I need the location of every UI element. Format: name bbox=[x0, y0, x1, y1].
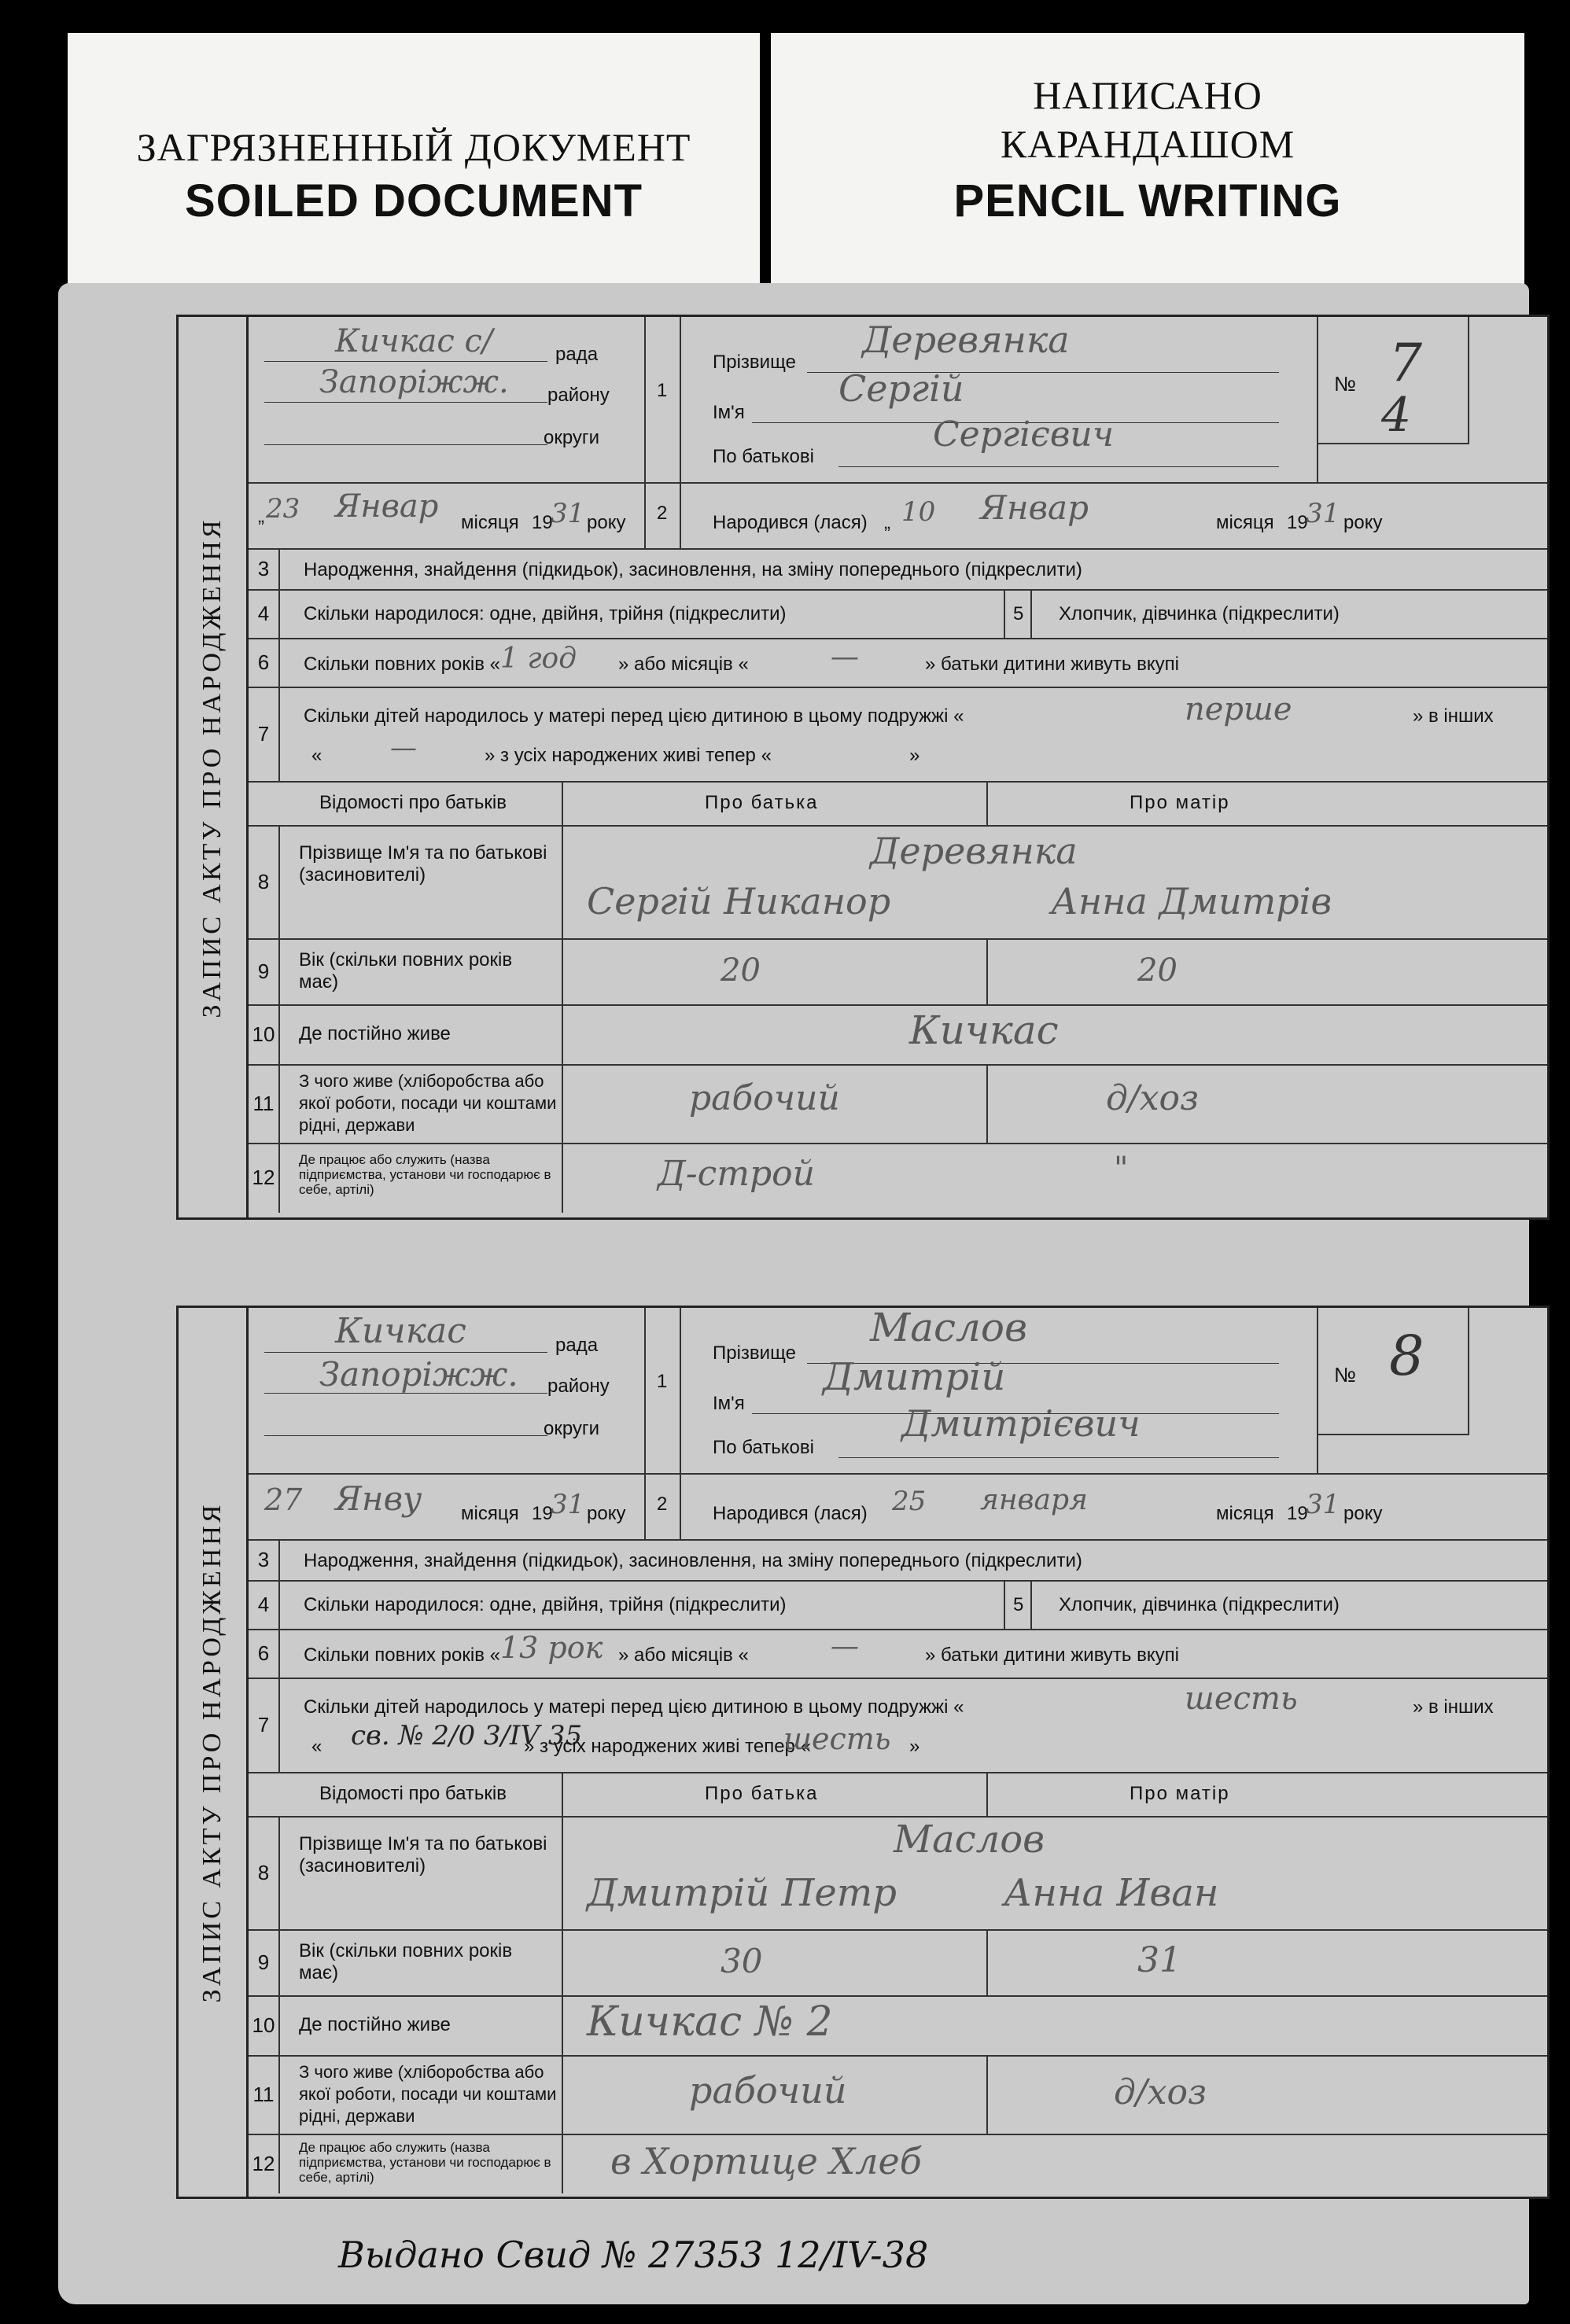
record-number-secondary: 4 bbox=[1381, 388, 1412, 443]
born-year: 31 bbox=[1306, 498, 1340, 529]
registration-year: 31 bbox=[551, 498, 585, 529]
years-together: 13 рок bbox=[500, 1630, 603, 1665]
row-10: 10 Де постійно живе Кичкас bbox=[249, 1004, 1547, 1066]
born-date-cell: Народився (лася) 25 января місяця 19 31 року bbox=[713, 1484, 1383, 1524]
side-title-column bbox=[179, 317, 249, 1217]
child-name-cell: Прізвище Маслов Ім'я Дмитрій По батькові Дмитрієвич bbox=[681, 1308, 1318, 1473]
side-title: ЗАПИС АКТУ ПРО НАРОДЖЕННЯ bbox=[197, 1501, 227, 2003]
row-4-5: 4 Скільки народилося: одне, двійня, трійня (підкреслити) 5 Хлопчик, дівчинка (підкреслити) bbox=[249, 1580, 1547, 1630]
raion-value: Запоріжж. bbox=[319, 364, 509, 400]
father-age: 20 bbox=[721, 952, 761, 989]
row-6: 6 Скільки повних років « 1 год » або місяців « — » батьки дитини живуть вкупі bbox=[249, 638, 1547, 688]
okrugy-label: округи bbox=[544, 427, 600, 448]
row-9: 9 Вік (скільки повних років має) 20 20 bbox=[249, 938, 1547, 1006]
row-10: 10 Де постійно живе Кичкас № 2 bbox=[249, 1995, 1547, 2057]
soiled-label-ru: ЗАГРЯЗНЕННЫЙ ДОКУМЕНТ bbox=[136, 125, 691, 169]
father-workplace: в Хортице Хлеб bbox=[610, 2140, 922, 2182]
register-page bbox=[58, 283, 1529, 2304]
raion-value: Запоріжж. bbox=[319, 1355, 518, 1394]
parents-header: Відомості про батьків Про батька Про матір bbox=[249, 781, 1547, 827]
pencil-label-ru-2: КАРАНДАШОМ bbox=[1000, 122, 1295, 166]
record-number: 8 bbox=[1389, 1324, 1424, 1388]
row-12: 12 Де працює або служить (назва підприємства, установи чи господарює в себе, артілі) в Хортице Хлеб bbox=[249, 2134, 1547, 2193]
patronymic-value: Дмитрієвич bbox=[901, 1402, 1141, 1445]
mother-workplace: " bbox=[1114, 1151, 1129, 1187]
born-month: Январ bbox=[980, 488, 1089, 527]
residence: Кичкас bbox=[909, 1007, 1059, 1053]
rada-value: Кичкас с/ bbox=[335, 323, 493, 359]
patronymic-label: По батькові bbox=[713, 446, 814, 467]
row-7: 7 Скільки дітей народилось у матері перед цією дитиною в цьому подружжі « шесть » в інших « св. № 2/0 3/IV 35 » з усіх народжених живі тепер « шесть » bbox=[249, 1678, 1547, 1773]
father-occupation: рабочий bbox=[689, 1078, 840, 1118]
registration-month: Янву bbox=[335, 1479, 422, 1518]
registration-place-cell bbox=[249, 317, 646, 482]
soiled-label-en: SOILED DOCUMENT bbox=[184, 175, 643, 227]
child-name-cell bbox=[681, 317, 1318, 482]
row-3: 3 Народження, знайдення (підкидьок), засиновлення, на зміну попереднього (підкреслити) bbox=[249, 1539, 1547, 1582]
mother-name: Анна Иван bbox=[1004, 1871, 1219, 1915]
residence: Кичкас № 2 bbox=[587, 1998, 833, 2046]
father-workplace: Д-строй bbox=[658, 1154, 815, 1194]
registration-day: 27 bbox=[264, 1482, 303, 1517]
date-row: 27 Янву місяця 19 31 року 2 Народився (лася) 25 января місяця 19 31 року bbox=[249, 1473, 1547, 1541]
mother-occupation: д/хоз bbox=[1114, 2072, 1207, 2112]
name-value: Сергій bbox=[838, 367, 964, 410]
record-header bbox=[249, 317, 1547, 484]
family-surname: Маслов bbox=[894, 1818, 1045, 1862]
record-header: Кичкас рада Запоріжж. району округи 1 Прізвище Маслов Ім'я Дмитрій По батькові Дмитрієвич № 8 bbox=[249, 1308, 1547, 1475]
mother-name: Анна Дмитрів bbox=[1051, 880, 1332, 923]
row-8: 8 Прізвище Ім'я та по батькові (засиновителі) Маслов Дмитрій Петр Анна Иван bbox=[249, 1816, 1547, 1931]
born-month: января bbox=[980, 1484, 1088, 1516]
row-4-5: 4 Скільки народилося: одне, двійня, трійня (підкреслити) 5 Хлопчик, дівчинка (підкреслити) bbox=[249, 589, 1547, 639]
father-name: Сергій Никанор bbox=[587, 880, 891, 923]
registration-day: 23 bbox=[266, 493, 300, 525]
rada-label: рада bbox=[555, 344, 599, 365]
name-value: Дмитрій bbox=[823, 1355, 1006, 1399]
date-row: „ 23 Январ місяця 19 31 року 2 Народився (лася) „ 10 Январ місяця 19 31 року bbox=[249, 482, 1547, 550]
mother-age: 31 bbox=[1137, 1940, 1181, 1980]
birth-record-form-2 bbox=[176, 1306, 1550, 2199]
raion-label: району bbox=[547, 385, 610, 406]
surname-label: Прізвище bbox=[713, 352, 796, 373]
patronymic-value: Сергієвич bbox=[933, 414, 1115, 455]
years-together: 1 год bbox=[500, 643, 577, 675]
registration-month: Январ bbox=[335, 488, 439, 525]
children-before: шесть bbox=[1185, 1681, 1298, 1717]
row-3: 3 Народження, знайдення (підкидьок), засиновлення, на зміну попереднього (підкреслити) bbox=[249, 548, 1547, 591]
side-title-column bbox=[179, 1308, 249, 2197]
mother-age: 20 bbox=[1137, 952, 1178, 989]
born-day: 10 bbox=[901, 496, 936, 528]
surname-value: Деревянка bbox=[862, 319, 1070, 361]
father-age: 30 bbox=[721, 1942, 763, 1980]
pencil-label-en: PENCIL WRITING bbox=[953, 175, 1342, 227]
row-9: 9 Вік (скільки повних років має) 30 31 bbox=[249, 1929, 1547, 1997]
name-label: Ім'я bbox=[713, 402, 745, 423]
record-number: 7 bbox=[1389, 333, 1422, 393]
certificate-issued-note: Выдано Свид № 27353 12/IV-38 bbox=[338, 2234, 929, 2276]
row-6: 6 Скільки повних років « 13 рок » або місяців « — » батьки дитини живуть вкупі bbox=[249, 1629, 1547, 1679]
surname-value: Маслов bbox=[870, 1305, 1028, 1350]
soiled-document-label bbox=[68, 33, 760, 288]
number-label: № bbox=[1334, 372, 1356, 396]
row-8: 8 Прізвище Ім'я та по батькові (засиновителі) Деревянка Сергій Никанор Анна Дмитрів bbox=[249, 825, 1547, 940]
record-number-cell: № 8 bbox=[1318, 1308, 1547, 1473]
father-name: Дмитрій Петр bbox=[587, 1871, 897, 1915]
pencil-label-ru-1: НАПИСАНО bbox=[1033, 73, 1262, 117]
rada-value: Кичкас bbox=[335, 1311, 466, 1351]
side-title: ЗАПИС АКТУ ПРО НАРОДЖЕННЯ bbox=[197, 517, 227, 1018]
children-before: перше bbox=[1185, 691, 1292, 727]
header-num-1: 1 bbox=[646, 317, 681, 482]
row-7: 7 Скільки дітей народилось у матері перед цією дитиною в цьому подружжі « перше » в інших « — » з усіх народжених живі тепер « » bbox=[249, 687, 1547, 783]
row-11: 11 З чого живе (хліборобства або якої роботи, посади чи коштами рідні, держави рабочий д/хоз bbox=[249, 1064, 1547, 1144]
pencil-writing-label bbox=[771, 33, 1524, 288]
birth-record-form-1 bbox=[176, 315, 1550, 1220]
born-date-cell: Народився (лася) „ 10 Январ місяця 19 31 року bbox=[713, 488, 1383, 533]
registration-place-cell: Кичкас рада Запоріжж. району округи bbox=[249, 1308, 646, 1473]
row-11: 11 З чого живе (хліборобства або якої роботи, посади чи коштами рідні, держави рабочий д/хоз bbox=[249, 2055, 1547, 2135]
father-occupation: рабочий bbox=[689, 2069, 847, 2112]
family-surname: Деревянка bbox=[870, 830, 1078, 872]
mother-occupation: д/хоз bbox=[1106, 1078, 1200, 1118]
parents-header: Відомості про батьків Про батька Про матір bbox=[249, 1772, 1547, 1818]
row-12: 12 Де працює або служить (назва підприємства, установи чи господарює в себе, артілі) Д-строй " bbox=[249, 1143, 1547, 1213]
born-day: 25 bbox=[892, 1486, 927, 1517]
record-number-cell bbox=[1318, 317, 1547, 482]
